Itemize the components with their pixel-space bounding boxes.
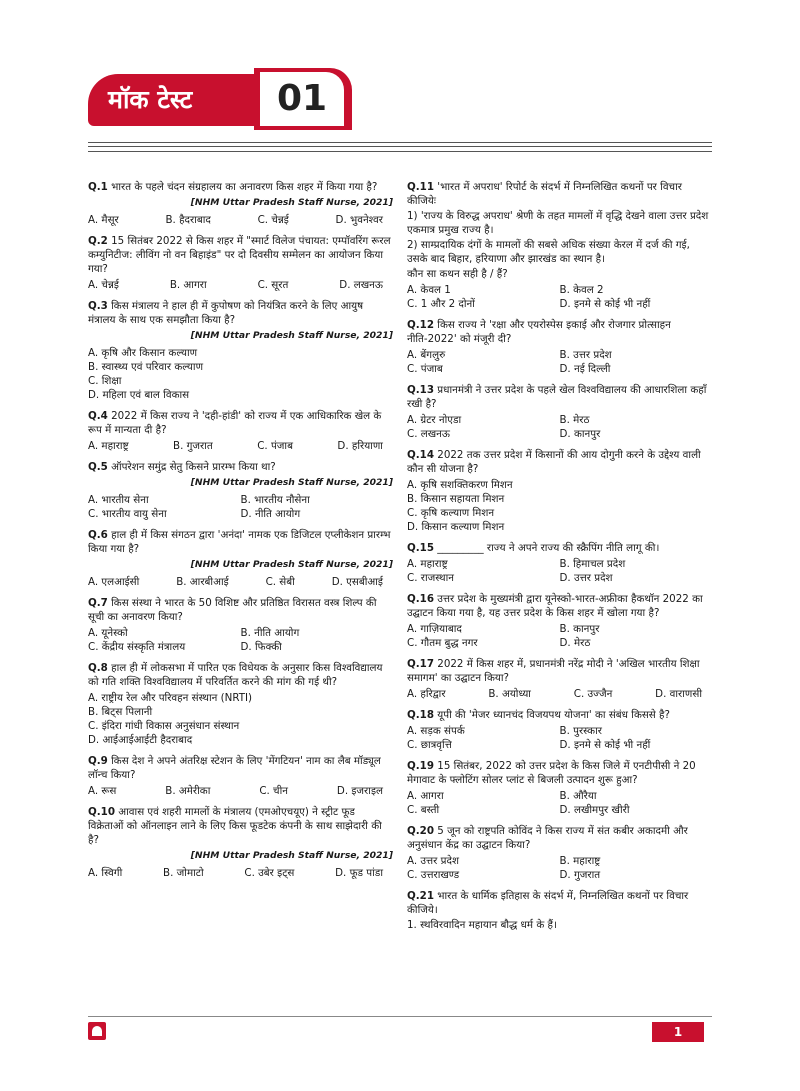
question-body: यूपी की 'मेजर ध्यानचंद विजयपथ योजना' का संबंध किससे है? (437, 709, 670, 721)
option-item: D. फिक्की (240, 641, 282, 653)
question-block (407, 824, 712, 882)
statement-line: 1. स्थविरवादिन महायान बौद्ध धर्म के हैं। (407, 919, 557, 931)
option-item: C. गौतम बुद्ध नगर (407, 637, 478, 649)
option-item: B. भारतीय नौसेना (240, 494, 310, 506)
option-item: C. शिक्षा (88, 375, 122, 387)
question-text (88, 460, 393, 474)
question-body: 'भारत में अपराध' रिपोर्ट के संदर्भ में निम्नलिखित कथनों पर विचार कीजियेः (407, 181, 682, 207)
header-divider (88, 142, 712, 152)
option-item: C. पंजाब (407, 363, 443, 375)
question-block (407, 448, 712, 534)
question-body: 2022 तक उत्तर प्रदेश में किसानों की आय दोगुनी करने के उद्देश्य वाली कौन सी योजना है? (407, 449, 701, 475)
option-item: A. केवल 1 (407, 284, 451, 296)
question-number: Q.16 (407, 593, 434, 605)
left-column (88, 180, 393, 887)
question-block (88, 234, 393, 292)
question-text (407, 592, 712, 620)
question-body: किस देश ने अपने अंतरिक्ष स्टेशन के लिए 'मेंगटियन' नाम का लैब मॉड्यूल लॉन्च किया? (88, 755, 381, 781)
option-item: A. मैसूर (88, 214, 119, 226)
option-item: A. रूस (88, 785, 117, 797)
option-item: A. स्विगी (88, 867, 123, 879)
option-item: A. उत्तर प्रदेश (407, 855, 459, 867)
option-item: B. मेरठ (559, 414, 590, 426)
statement-line: 1) 'राज्य के विरुद्ध अपराध' श्रेणी के तहत मामलों में वृद्धि देखने वाला उत्तर प्रदेश एकमात्र प्रमुख राज्य है। (407, 210, 709, 236)
question-text (88, 661, 393, 689)
question-body: किस मंत्रालय ने हाल ही में कुपोषण को नियंत्रित करने के लिए आयुष मंत्रालय के साथ एक समझौता किया है? (88, 300, 364, 326)
option-item: A. हरिद्वार (407, 688, 446, 700)
options-group (407, 557, 712, 585)
option-item: B. स्वास्थ्य एवं परिवार कल्याण (88, 361, 204, 373)
option-item: B. केवल 2 (559, 284, 604, 296)
question-text (407, 541, 712, 555)
question-number: Q.14 (407, 449, 434, 461)
question-text (88, 180, 393, 194)
option-item: D. इनमे से कोई भी नहीं (559, 739, 651, 751)
question-body: किस राज्य ने 'रक्षा और एयरोस्पेस इकाई और रोजगार प्रोत्साहन नीति-2022' को मंजूरी दी? (407, 319, 671, 345)
options-group (407, 283, 712, 311)
option-item: D. आईआईआईटी हैदराबाद (88, 734, 193, 746)
question-number: Q.4 (88, 410, 108, 422)
question-text (88, 596, 393, 624)
question-body: 5 जून को राष्ट्रपति कोविंद ने किस राज्य में संत कबीर अकादमी और अनुसंधान केंद्र का उद्घाटन किया? (407, 825, 688, 851)
question-block (407, 383, 712, 441)
question-block (88, 409, 393, 453)
right-column (407, 180, 712, 939)
option-item: D. इनमे से कोई भी नहीं (559, 298, 651, 310)
option-item: A. गाज़ियाबाद (407, 623, 462, 635)
option-item: B. गुजरात (173, 440, 213, 452)
question-body: प्रधानमंत्री ने उत्तर प्रदेश के पहले खेल विश्वविद्यालय की आधारशिला कहाँ रखी है? (407, 384, 707, 410)
question-number: Q.10 (88, 806, 115, 818)
option-item: A. एलआईसी (88, 576, 140, 588)
option-item: B. किसान सहायता मिशन (407, 493, 505, 505)
question-number: Q.2 (88, 235, 108, 247)
option-item: B. कानपुर (559, 623, 600, 635)
option-item: A. आगरा (407, 790, 444, 802)
option-item: A. यूनेस्को (88, 627, 128, 639)
question-body: 15 सितंबर 2022 से किस शहर में "स्मार्ट विलेज पंचायत: एम्पॉवरिंग रूरल कम्युनिटीज: लीविंग नो वन बिहाइंड" पर दो दिवसीय सम्मेलन का आयोजन किया गया? (88, 235, 391, 275)
question-block (88, 596, 393, 654)
option-item: D. नीति आयोग (240, 508, 301, 520)
question-number: Q.5 (88, 461, 108, 473)
exam-source: [NHM Uttar Pradesh Staff Nurse, 2021] (190, 330, 393, 341)
question-number: Q.8 (88, 662, 108, 674)
option-item: B. अयोध्या (488, 688, 531, 700)
option-item: C. सूरत (257, 279, 289, 291)
option-item: B. उत्तर प्रदेश (559, 349, 612, 361)
question-text (407, 318, 712, 346)
question-text (407, 448, 712, 476)
question-block (88, 180, 393, 227)
question-text (407, 180, 712, 208)
options-group (407, 687, 712, 701)
option-item: C. चेन्नई (257, 214, 289, 226)
option-item: A. महाराष्ट्र (407, 558, 448, 570)
option-item: C. कृषि कल्याण मिशन (407, 507, 495, 519)
exam-source: [NHM Uttar Pradesh Staff Nurse, 2021] (190, 477, 393, 488)
option-item: B. औरैया (559, 790, 597, 802)
options-group (88, 575, 393, 589)
option-item: A. राष्ट्रीय रेल और परिवहन संस्थान (NRTI) (88, 692, 253, 704)
option-item: B. आगरा (169, 279, 207, 291)
option-item: D. किसान कल्याण मिशन (407, 521, 505, 533)
question-block (88, 805, 393, 880)
question-text (407, 889, 712, 917)
option-item: D. लखीमपुर खीरी (559, 804, 630, 816)
footer-divider (88, 1016, 712, 1017)
option-item: A. बेंगलुरु (407, 349, 446, 361)
option-item: A. भारतीय सेना (88, 494, 149, 506)
option-item: D. हरियाणा (337, 440, 383, 452)
question-block (407, 657, 712, 701)
option-item: C. भारतीय वायु सेना (88, 508, 167, 520)
options-group (88, 493, 393, 521)
option-item: D. वाराणसी (655, 688, 702, 700)
option-item: A. सड़क संपर्क (407, 725, 465, 737)
options-group (88, 439, 393, 453)
option-item: C. इंदिरा गांधी विकास अनुसंधान संस्थान (88, 720, 240, 732)
question-number: Q.17 (407, 658, 434, 670)
option-item: A. कृषि और किसान कल्याण (88, 347, 198, 359)
page-number: 1 (652, 1022, 704, 1042)
question-text (88, 409, 393, 437)
statement-line: कौन सा कथन सही है / हैं? (407, 268, 508, 280)
options-group (407, 789, 712, 817)
option-item: C. चीन (259, 785, 288, 797)
option-item: D. नई दिल्ली (559, 363, 611, 375)
option-item: B. बिट्स पिलानी (88, 706, 153, 718)
question-number: Q.21 (407, 890, 434, 902)
exam-source: [NHM Uttar Pradesh Staff Nurse, 2021] (190, 197, 393, 208)
question-body: किस संस्था ने भारत के 50 विशिष्ट और प्रतिष्ठित विरासत वस्त्र शिल्प की सूची का अनावरण किया? (88, 597, 377, 623)
question-number: Q.13 (407, 384, 434, 396)
option-item: D. मेरठ (559, 637, 591, 649)
option-item: D. भुवनेश्वर (335, 214, 383, 226)
question-block (88, 460, 393, 521)
option-item: D. इजराइल (336, 785, 383, 797)
options-group (88, 784, 393, 798)
options-group (407, 348, 712, 376)
option-item: B. अमेरीका (165, 785, 211, 797)
question-block (88, 754, 393, 798)
option-item: A. महाराष्ट्र (88, 440, 129, 452)
banner-number: 01 (260, 72, 344, 126)
question-block (407, 708, 712, 752)
question-text (407, 759, 712, 787)
option-item: B. महाराष्ट्र (559, 855, 601, 867)
option-item: C. केंद्रीय संस्कृति मंत्रालय (88, 641, 186, 653)
question-body: उत्तर प्रदेश के मुख्यमंत्री द्वारा यूनेस्को-भारत-अफ्रीका हैकथॉन 2022 का उद्घाटन किया गया है, यह उत्तर प्रदेश के किस शहर में खोला गया है? (407, 593, 703, 619)
options-group (407, 478, 712, 534)
question-text (88, 805, 393, 847)
option-item: B. आरबीआई (176, 576, 229, 588)
option-item: C. छात्रवृत्ति (407, 739, 452, 751)
option-item: C. लखनऊ (407, 428, 450, 440)
option-item: C. उबेर इट्स (244, 867, 295, 879)
option-item: B. नीति आयोग (240, 627, 300, 639)
question-text (88, 234, 393, 276)
question-body: 15 सितंबर, 2022 को उत्तर प्रदेश के किस जिले में एनटीपीसी ने 20 मेगावाट के फ्लोटिंग सोलर प्लांट से बिजली उत्पादन शुरू हुआ? (407, 760, 696, 786)
question-body: _________ राज्य ने अपने राज्य की स्क्रैपिंग नीति लागू की। (437, 542, 660, 554)
option-item: C. उज्जैन (573, 688, 613, 700)
question-block (88, 299, 393, 402)
option-item: D. उत्तर प्रदेश (559, 572, 613, 584)
options-group (88, 213, 393, 227)
question-block (407, 592, 712, 650)
question-block (407, 180, 712, 311)
question-body: हाल ही में किस संगठन द्वारा 'अनंदा' नामक एक डिजिटल एप्लीकेशन प्रारम्भ किया गया है? (88, 529, 391, 555)
options-group (407, 413, 712, 441)
question-number: Q.7 (88, 597, 108, 609)
question-body: भारत के धार्मिक इतिहास के संदर्भ में, निम्नलिखित कथनों पर विचार कीजिये। (407, 890, 689, 916)
question-number: Q.3 (88, 300, 108, 312)
option-item: D. कानपुर (559, 428, 601, 440)
options-group (88, 346, 393, 402)
question-text (407, 824, 712, 852)
options-group (88, 866, 393, 880)
option-item: A. ग्रेटर नोएडा (407, 414, 462, 426)
option-item: C. सेबी (265, 576, 295, 588)
question-number: Q.11 (407, 181, 434, 193)
option-item: C. राजस्थान (407, 572, 455, 584)
options-group (88, 691, 393, 747)
exam-source: [NHM Uttar Pradesh Staff Nurse, 2021] (190, 559, 393, 570)
option-item: B. हिमाचल प्रदेश (559, 558, 626, 570)
question-text (88, 299, 393, 327)
option-item: C. 1 और 2 दोनों (407, 298, 475, 310)
question-block (88, 528, 393, 589)
exam-source: [NHM Uttar Pradesh Staff Nurse, 2021] (190, 850, 393, 861)
option-item: A. चेन्नई (88, 279, 119, 291)
question-number: Q.19 (407, 760, 434, 772)
question-text (407, 383, 712, 411)
question-text (407, 708, 712, 722)
question-number: Q.9 (88, 755, 108, 767)
statement-line: 2) साम्प्रदायिक दंगों के मामलों की सबसे अधिक संख्या केरल में दर्ज की गई, उसके बाद बिहार, हरियाणा और झारखंड का स्थान है। (407, 239, 690, 265)
question-block (407, 759, 712, 817)
option-item: B. हैदराबाद (165, 214, 211, 226)
option-item: A. कृषि सशक्तिकरण मिशन (407, 479, 513, 491)
options-group (88, 626, 393, 654)
option-item: D. गुजरात (559, 869, 601, 881)
option-item: C. पंजाब (257, 440, 293, 452)
option-item: D. महिला एवं बाल विकास (88, 389, 190, 401)
question-number: Q.18 (407, 709, 434, 721)
option-item: D. एसबीआई (331, 576, 383, 588)
option-item: C. उत्तराखण्ड (407, 869, 460, 881)
option-item: C. बस्ती (407, 804, 440, 816)
question-body: हाल ही में लोकसभा में पारित एक विधेयक के अनुसार किस विश्वविद्यालय को गति शक्ति विश्वविद्यालय में परिवर्तित करने की मांग की गई थी? (88, 662, 383, 688)
options-group (407, 854, 712, 882)
question-body: आवास एवं शहरी मामलों के मंत्रालय (एमओएचयूए) ने स्ट्रीट फूड विक्रेताओं को ऑनलाइन लाने के लिए किस फूडटेक कंपनी के साथ साझेदारी की है? (88, 806, 382, 846)
question-text (407, 657, 712, 685)
option-item: B. पुरस्कार (559, 725, 602, 737)
options-group (407, 622, 712, 650)
option-item: B. जोमाटो (163, 867, 204, 879)
question-number: Q.20 (407, 825, 434, 837)
question-body: 2022 में किस शहर में, प्रधानमंत्री नरेंद्र मोदी ने 'अखिल भारतीय शिक्षा समागम' का उद्घाटन किया? (407, 658, 700, 684)
question-block (407, 318, 712, 376)
question-body: भारत के पहले चंदन संग्रहालय का अनावरण किस शहर में किया गया है? (111, 181, 378, 193)
options-group (407, 724, 712, 752)
question-body: 2022 में किस राज्य ने 'दही-हांडी' को राज्य में एक आधिकारिक खेल के रूप में मान्यता दी है? (88, 410, 382, 436)
banner-title: मॉक टेस्ट (88, 74, 268, 126)
publisher-logo-icon (88, 1022, 106, 1040)
question-block (407, 889, 712, 932)
question-number: Q.15 (407, 542, 434, 554)
question-block (88, 661, 393, 747)
question-block (407, 541, 712, 585)
question-text (88, 754, 393, 782)
question-number: Q.12 (407, 319, 434, 331)
question-body: ऑपरेशन समुंद्र सेतु किसने प्रारम्भ किया था? (111, 461, 276, 473)
options-group (88, 278, 393, 292)
title-banner (88, 68, 352, 130)
question-number: Q.6 (88, 529, 108, 541)
option-item: D. फूड पांडा (335, 867, 383, 879)
question-number: Q.1 (88, 181, 108, 193)
option-item: D. लखनऊ (339, 279, 383, 291)
question-text (88, 528, 393, 556)
